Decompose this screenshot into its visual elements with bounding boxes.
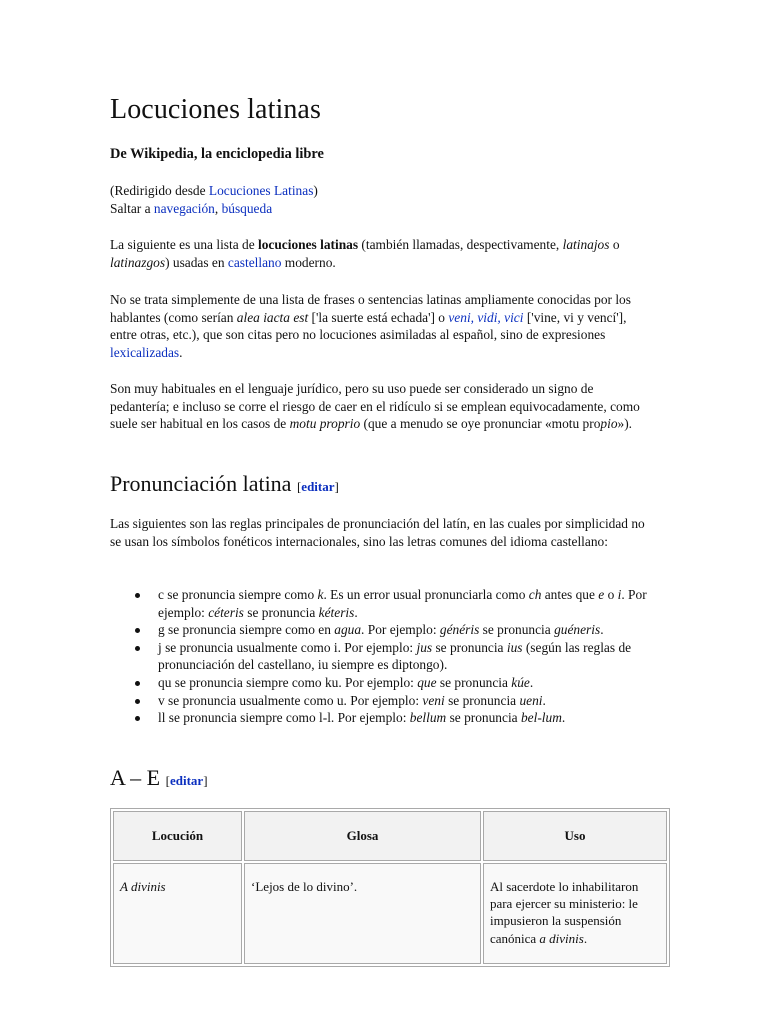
jump-navigation-link[interactable]: navegación: [153, 200, 215, 216]
column-header-glosa: Glosa: [244, 811, 481, 861]
page-title: Locuciones latinas: [110, 94, 321, 125]
list-item: qu se pronuncia siempre como ku. Por ejemplo: que se pronuncia kúe.: [158, 674, 658, 692]
intro-paragraph-3: Son muy habituales en el lenguaje jurídico, pero su uso puede ser considerado un signo de pedantería; e incluso se corre el riesgo de caer en el ridículo si se emplean equivocadamente, como suele ser habitual en los casos de motu proprio (que a menudo se oye pronunciar «motu propio»).: [110, 381, 640, 432]
pronunciation-rules-list: [110, 586, 658, 727]
cell-uso: Al sacerdote lo inhabilitaron para ejercer su ministerio: le impusieron la suspensión canónica a divinis.: [483, 863, 667, 964]
lexicalizadas-link[interactable]: lexicalizadas: [110, 344, 180, 360]
table-header-row: [113, 811, 667, 861]
locuciones-table: [110, 808, 670, 967]
list-item: v se pronuncia usualmente como u. Por ejemplo: veni se pronuncia ueni.: [158, 692, 658, 710]
redirect-source-link[interactable]: Locuciones Latinas: [208, 183, 314, 198]
edit-section-pronunciacion: [editar]: [296, 479, 339, 494]
edit-link-a-e[interactable]: editar: [169, 773, 204, 788]
cell-locucion: A divinis: [113, 863, 242, 964]
castellano-link[interactable]: castellano: [227, 254, 282, 270]
veni-vidi-vici-link[interactable]: veni, vidi, vici: [448, 309, 524, 325]
pronunciation-intro: Las siguientes son las reglas principales de pronunciación del latín, en las cuales por simplicidad no se usan los símbolos fonéticos internacionales, sino las letras comunes del idioma castellano:: [110, 516, 645, 549]
edit-link-pronunciacion[interactable]: editar: [301, 479, 335, 494]
section-heading-pronunciacion: Pronunciación latina [editar]: [110, 471, 339, 496]
jump-search-link[interactable]: búsqueda: [221, 200, 273, 216]
table-row: [113, 863, 667, 964]
list-item: ll se pronuncia siempre como l-l. Por ejemplo: bellum se pronuncia bel-lum.: [158, 709, 658, 727]
list-item: c se pronuncia siempre como k. Es un error usual pronunciarla como ch antes que e o i. Por ejemplo: céteris se pronuncia kéteris.: [158, 586, 658, 621]
intro-paragraph-2: No se trata simplemente de una lista de frases o sentencias latinas ampliamente conocidas por los hablantes (como serían alea iacta est ['la suerte está echada'] o veni, vidi, vici ['vine, vi y vencí'], entre otras, etc.), que son citas pero no locuciones asimiladas al español, sino de expresiones lexicalizadas.: [110, 292, 631, 360]
column-header-uso: Uso: [483, 811, 667, 861]
edit-section-a-e: [editar]: [165, 773, 208, 788]
section-heading-a-e: A – E [editar]: [110, 765, 208, 790]
list-item: g se pronuncia siempre como en agua. Por ejemplo: généris se pronuncia guéneris.: [158, 621, 658, 639]
list-item: j se pronuncia usualmente como i. Por ejemplo: jus se pronuncia ius (según las reglas de pronunciación del castellano, iu siempre es diptongo).: [158, 639, 658, 674]
redirect-notice: (Redirigido desde Locuciones Latinas) Saltar a navegación, búsqueda: [110, 183, 318, 216]
column-header-locucion: Locución: [113, 811, 242, 861]
site-subtitle: De Wikipedia, la enciclopedia libre: [110, 146, 324, 162]
intro-paragraph-1: La siguiente es una lista de locuciones latinas (también llamadas, despectivamente, latinajos o latinazgos) usadas en castellano moderno.: [110, 237, 620, 270]
cell-glosa: ‘Lejos de lo divino’.: [244, 863, 481, 964]
